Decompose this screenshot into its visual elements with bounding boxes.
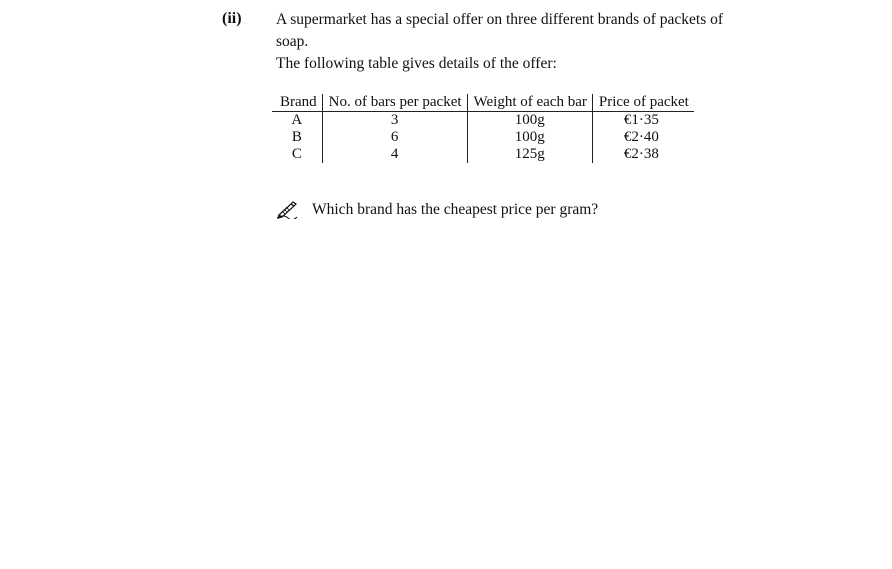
question-number: (ii) xyxy=(222,10,242,27)
table-header-row xyxy=(272,94,694,112)
cell-brand: B xyxy=(291,129,302,145)
table-row xyxy=(272,112,694,130)
cell-brand: C xyxy=(291,146,302,162)
cell-weight: 100g xyxy=(467,112,592,130)
question-stem xyxy=(276,9,746,75)
header-price-packet: Price of packet xyxy=(592,94,693,112)
cell-weight: 125g xyxy=(467,146,592,163)
pencil-writing-icon xyxy=(276,201,298,219)
header-weight-each-bar: Weight of each bar xyxy=(467,94,592,112)
question-prompt xyxy=(276,199,598,221)
table-row xyxy=(272,129,694,146)
table-row xyxy=(272,146,694,163)
header-bars-per-packet: No. of bars per packet xyxy=(322,94,467,112)
offer-table xyxy=(272,94,694,163)
cell-bars: 4 xyxy=(322,146,467,163)
cell-price: €1·35 xyxy=(592,112,693,130)
prompt-text: Which brand has the cheapest price per gram? xyxy=(312,201,599,218)
cell-price: €2·38 xyxy=(592,146,693,163)
table-intro-text: The following table gives details of the offer: xyxy=(276,55,557,72)
cell-bars: 6 xyxy=(322,129,467,146)
cell-brand: A xyxy=(291,112,303,128)
cell-weight: 100g xyxy=(467,129,592,146)
stem-text: A supermarket has a special offer on three different brands of packets of soap. xyxy=(276,11,724,50)
cell-price: €2·40 xyxy=(592,129,693,146)
cell-bars: 3 xyxy=(322,112,467,130)
header-brand: Brand xyxy=(272,94,322,112)
